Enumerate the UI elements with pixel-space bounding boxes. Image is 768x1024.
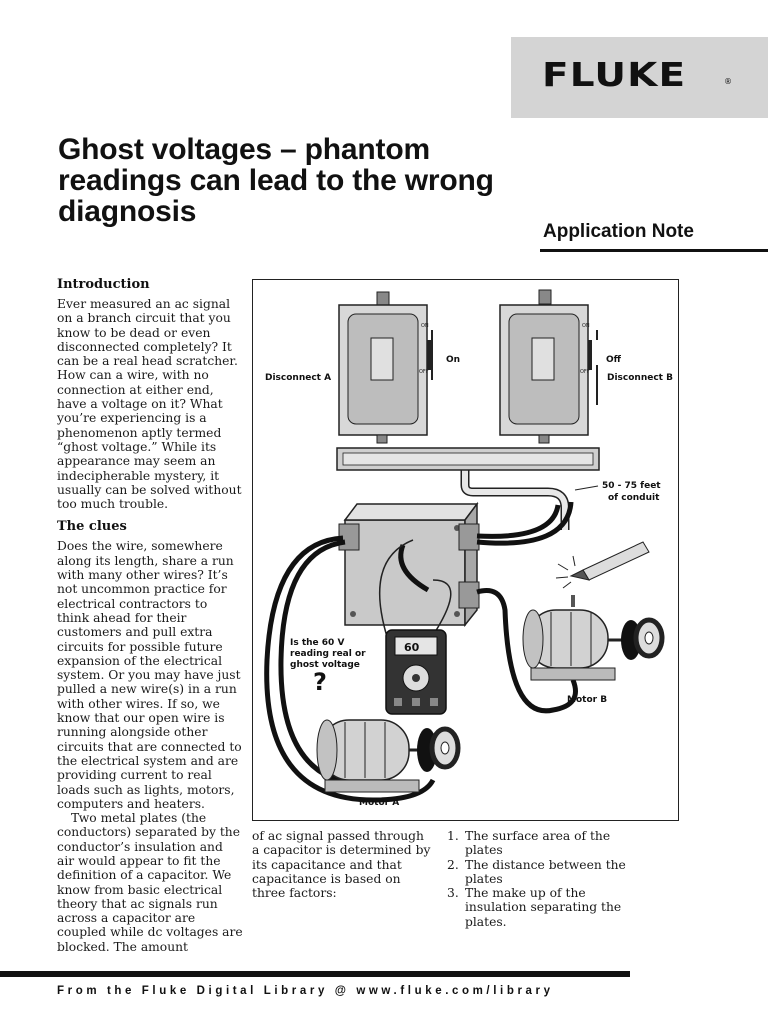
list-item (447, 858, 637, 887)
document-type-rule (540, 249, 768, 252)
wireway (337, 448, 599, 470)
disconnect-b-box (500, 290, 597, 443)
question-label-3: ghost voltage (290, 660, 360, 670)
question-mark: ? (313, 668, 327, 696)
fluke-logo: FLUKE (542, 55, 687, 94)
left-column (57, 276, 243, 954)
meter-reading: 60 (404, 641, 420, 654)
brand-logo-box (511, 37, 768, 118)
clues-paragraph-1: Does the wire, somewhere along its length, share a run with many other wires? It’s not uncommon practice for electrical contractors to think ahead for their customers and pull extra circuits for possible future expansion of the electrical system. Or you may have just pulled a new wire(s) in a run with other wires. If so, we know that our open wire is running alongside other circuits that are connected to the electrical system and are providing current to real loads such as lights, motors, computers and heaters. (57, 539, 242, 811)
document-type: Application Note (543, 221, 694, 242)
junction-box (339, 504, 479, 625)
intro-heading: Introduction (57, 277, 150, 292)
question-label-1: Is the 60 V (290, 638, 345, 648)
off-label: Off (606, 355, 621, 365)
motor-b (523, 595, 662, 680)
list-item-number: 1. (447, 829, 459, 843)
footer-rule (0, 971, 630, 977)
motor-b-label: Motor B (567, 695, 608, 705)
motor-a (317, 720, 458, 792)
capacitance-paragraph: of ac signal passed through a capacitor is determined by its capacitance and that capacitance is based on three factors: (252, 829, 431, 901)
intro-paragraph: Ever measured an ac signal on a branch circuit that you know to be dead or even disconnected completely? It can be a real head scratcher. How can a wire, with no connection at either end, have a voltage on it? What you’re experiencing is a phenomenon aptly termed “ghost voltage.” While its appearance may seem an indecipherable mystery, it usually can be solved without too much trouble. (57, 297, 242, 512)
list-item-text: The make up of the insulation separating the plates. (465, 886, 622, 929)
disconnect-b-label: Disconnect B (607, 373, 673, 383)
switch-b-off-mark: OFF (580, 369, 590, 375)
disconnect-a-box (339, 292, 432, 443)
capacitance-factors-list (447, 829, 637, 929)
list-item (447, 886, 637, 929)
list-item-text: The distance between the plates (465, 857, 626, 886)
list-item-number: 2. (447, 857, 459, 872)
question-label-2: reading real or (290, 649, 366, 659)
switch-a-on-mark: ON (421, 323, 429, 329)
clues-paragraph-2: Two metal plates (the conductors) separated by the conductor’s insulation and air would appear to fit the definition of a capacitor. We know from basic electrical theory that ac signals run across a capacitor are coupled while dc voltages are blocked. The amount (57, 811, 243, 954)
conduit-length-label-1: 50 - 75 feet (602, 481, 661, 491)
middle-column (252, 829, 434, 907)
conduit-length-label-2: of conduit (608, 493, 660, 503)
switch-b-on-mark: ON (582, 323, 590, 329)
registered-mark: ® (724, 77, 732, 86)
motor-a-label: Motor A (359, 798, 400, 808)
list-item-text: The surface area of the plates (465, 829, 611, 858)
on-label: On (446, 355, 461, 365)
disconnect-a-label: Disconnect A (265, 373, 332, 383)
list-item-number: 3. (447, 886, 459, 901)
switch-a-off-mark: OFF (419, 369, 429, 375)
circuit-illustration (252, 279, 679, 821)
footer-library-link[interactable]: From the Fluke Digital Library @ www.fluke.com/library (57, 985, 554, 997)
voltage-detector-pen (556, 542, 649, 588)
clues-heading: The clues (57, 519, 127, 535)
list-item (447, 829, 637, 858)
multimeter (386, 630, 446, 714)
page-title: Ghost voltages – phantom readings can lead to the wrong diagnosis (58, 133, 494, 228)
